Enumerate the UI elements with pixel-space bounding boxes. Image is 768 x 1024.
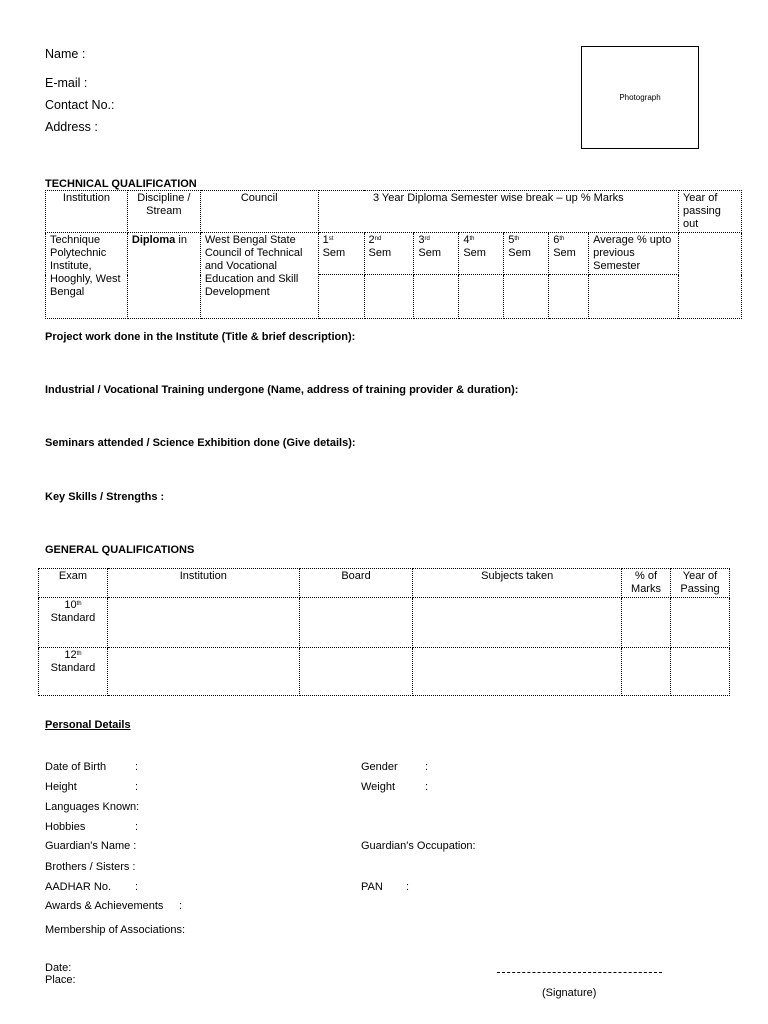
- date-label: Date:: [45, 962, 72, 974]
- sem-2-marks: [364, 275, 414, 319]
- tech-discipline-cell: [127, 233, 200, 319]
- photograph-label: Photograph: [619, 93, 661, 102]
- sem-5-marks: [504, 275, 549, 319]
- tech-header-year: Year of passing out: [678, 191, 741, 233]
- contact-label: Contact No.:: [45, 98, 115, 112]
- sem-1-header: 1st Sem: [318, 233, 364, 275]
- pan-colon: :: [406, 881, 410, 893]
- table-row: [39, 648, 730, 696]
- general-heading: GENERAL QUALIFICATIONS: [45, 544, 195, 556]
- gender-colon: :: [425, 761, 429, 773]
- skills-heading: Key Skills / Strengths :: [45, 491, 165, 503]
- tech-discipline-rest: in: [175, 234, 187, 246]
- sem-3-marks: [414, 275, 459, 319]
- siblings-label: Brothers / Sisters :: [45, 861, 136, 873]
- gen-header-subjects: Subjects taken: [413, 569, 622, 598]
- project-heading: Project work done in the Institute (Title & brief description):: [45, 331, 356, 343]
- pan-label: PAN: [361, 881, 383, 893]
- awards-label: Awards & Achievements: [45, 900, 164, 912]
- gen-header-board: Board: [299, 569, 413, 598]
- exam-10th: 10th Standard: [39, 598, 108, 648]
- average-header: Average % upto previous Semester: [589, 233, 679, 275]
- average-marks: [589, 275, 679, 319]
- sem-3-header: 3rd Sem: [414, 233, 459, 275]
- tech-institution-cell: Technique Polytechnic Institute, Hooghly, West Bengal: [46, 233, 128, 319]
- sem-4-marks: [459, 275, 504, 319]
- dob-colon: :: [135, 761, 139, 773]
- address-label: Address :: [45, 120, 98, 134]
- email-label: E-mail :: [45, 76, 88, 90]
- technical-table: [45, 190, 742, 319]
- sem-2-header: 2nd Sem: [364, 233, 414, 275]
- height-colon: :: [135, 781, 139, 793]
- awards-colon: :: [179, 900, 183, 912]
- technical-heading: TECHNICAL QUALIFICATION: [45, 178, 197, 190]
- membership-label: Membership of Associations:: [45, 924, 186, 936]
- sem-5-header: 5th Sem: [504, 233, 549, 275]
- tech-header-council: Council: [200, 191, 318, 233]
- tech-header-semester-marks: 3 Year Diploma Semester wise break – up % Marks: [318, 191, 678, 233]
- aadhar-colon: :: [135, 881, 139, 893]
- weight-label: Weight: [361, 781, 396, 793]
- hobbies-label: Hobbies: [45, 821, 86, 833]
- gen-header-institution: Institution: [107, 569, 299, 598]
- seminars-heading: Seminars attended / Science Exhibition done (Give details):: [45, 437, 356, 449]
- aadhar-label: AADHAR No.: [45, 881, 112, 893]
- dob-label: Date of Birth: [45, 761, 107, 773]
- gender-label: Gender: [361, 761, 398, 773]
- exam-12th: 12th Standard: [39, 648, 108, 696]
- tech-year-cell: [678, 233, 741, 319]
- hobbies-colon: :: [135, 821, 139, 833]
- tech-council-cell: West Bengal State Council of Technical and Vocational Education and Skill Development: [200, 233, 318, 319]
- place-label: Place:: [45, 974, 76, 986]
- sem-6-marks: [549, 275, 589, 319]
- gen-header-marks: % of Marks: [622, 569, 671, 598]
- general-header-row: [39, 569, 730, 598]
- tech-discipline-bold: Diploma: [131, 234, 176, 246]
- technical-header-row: [46, 191, 742, 233]
- sem-4-header: 4th Sem: [459, 233, 504, 275]
- tech-header-institution: Institution: [46, 191, 128, 233]
- gen-header-year: Year of Passing: [671, 569, 730, 598]
- personal-heading: Personal Details: [45, 719, 131, 731]
- languages-label: Languages Known:: [45, 801, 140, 813]
- technical-data-row: [46, 233, 742, 275]
- height-label: Height: [45, 781, 77, 793]
- gen-header-exam: Exam: [39, 569, 108, 598]
- sem-6-header: 6th Sem: [549, 233, 589, 275]
- photograph-box: [581, 46, 699, 149]
- guardian-occupation-label: Guardian's Occupation:: [361, 840, 476, 852]
- weight-colon: :: [425, 781, 429, 793]
- general-table: [38, 568, 730, 696]
- table-row: [39, 598, 730, 648]
- sem-1-marks: [318, 275, 364, 319]
- signature-line: [497, 972, 662, 973]
- tech-header-discipline: Discipline / Stream: [127, 191, 200, 233]
- training-heading: Industrial / Vocational Training undergone (Name, address of training provider & duration):: [45, 384, 519, 396]
- guardian-name-label: Guardian's Name :: [45, 840, 137, 852]
- name-label: Name :: [45, 47, 86, 61]
- signature-label: (Signature): [542, 987, 597, 999]
